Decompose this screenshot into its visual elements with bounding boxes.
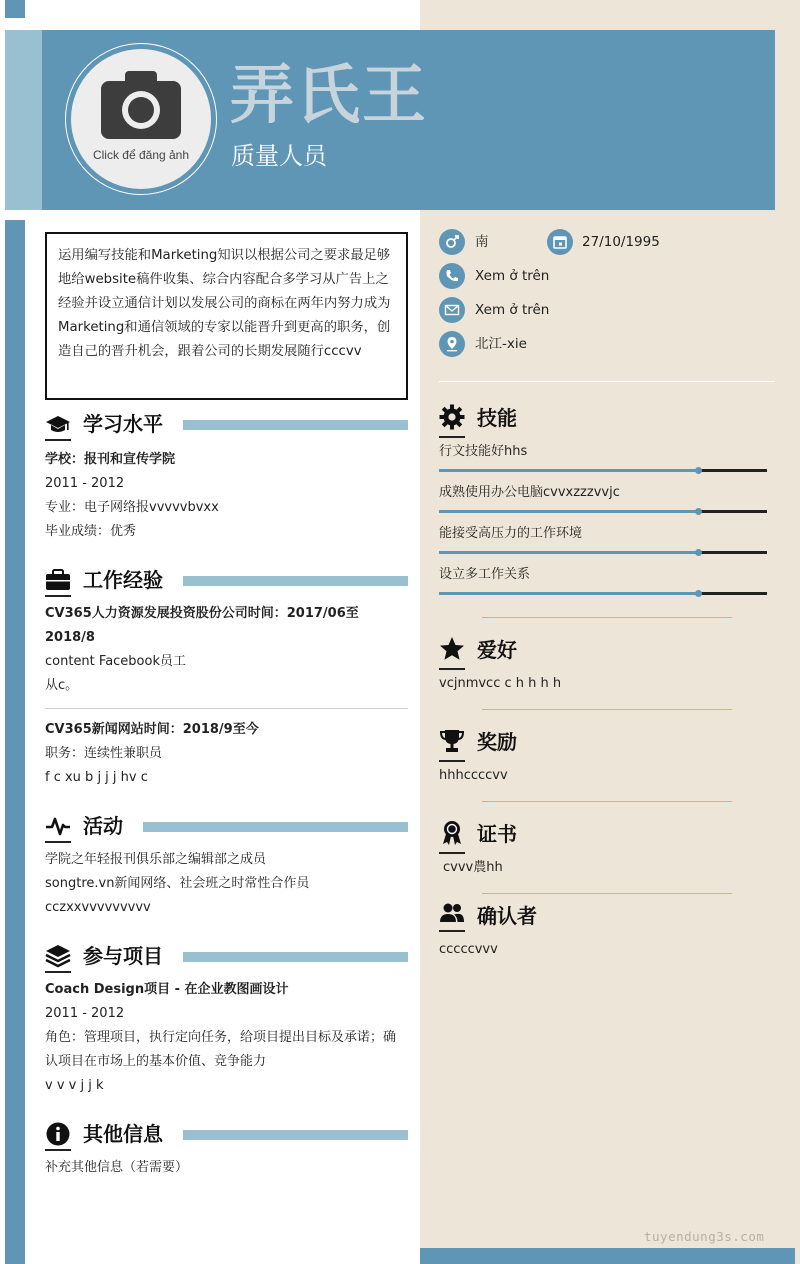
- birthday-value[interactable]: 27/10/1995: [582, 234, 660, 250]
- email-value[interactable]: Xem ở trên: [475, 302, 550, 318]
- section-hobbies-title: 爱好: [477, 638, 517, 662]
- star-icon: [439, 636, 465, 662]
- experience-detail[interactable]: 从c。: [45, 678, 79, 693]
- camera-icon: [101, 69, 181, 141]
- section-icon-underline: [439, 436, 465, 438]
- project-extra[interactable]: v v v j j k: [45, 1078, 104, 1093]
- location-pin-icon: [439, 331, 465, 357]
- left-accent-bar: [5, 220, 25, 1264]
- users-icon: [439, 902, 465, 928]
- section-experience-title: 工作经验: [83, 568, 163, 592]
- award-ribbon-icon: [439, 820, 465, 846]
- skill-bar-fill: [439, 551, 698, 554]
- section-icon-underline: [45, 595, 71, 597]
- section-awards-title: 奖励: [477, 730, 517, 754]
- references-text[interactable]: cccccvvv: [439, 942, 498, 957]
- divider: [482, 617, 732, 618]
- career-objective[interactable]: 运用编写技能和Marketing知识以根据公司之要求最足够地给website稿件收集、综合内容配合多学习从广告上之经验并设立通信计划以发展公司的商标在两年内努力成为Marketing和通信领域的专家以能晋升到更高的职务，创造自己的晋升机会，跟着公司的长期发展随行cccvv: [45, 232, 408, 400]
- other-info-text[interactable]: 补充其他信息（若需要）: [45, 1160, 189, 1175]
- email-icon: [439, 297, 465, 323]
- skill-bar-knob: [695, 508, 702, 515]
- calendar-icon: [547, 229, 573, 255]
- phone-icon: [439, 263, 465, 289]
- skill-bar: [439, 469, 767, 472]
- bottom-accent-bar: [420, 1248, 795, 1264]
- section-projects-header: [45, 942, 408, 972]
- gender-value[interactable]: 南: [475, 234, 489, 250]
- education-school[interactable]: 学校：报刊和宣传学院: [45, 452, 176, 467]
- section-icon-underline: [45, 1149, 71, 1151]
- section-decor-bar: [143, 822, 408, 832]
- experience-company[interactable]: CV365人力资源发展投资股份公司时间：2017/06至2018/8: [45, 606, 359, 645]
- gender-icon: [439, 229, 465, 255]
- section-icon-underline: [45, 971, 71, 973]
- layers-icon: [45, 944, 71, 968]
- skill-label[interactable]: 设立多工作关系: [439, 567, 531, 582]
- skill-bar-fill: [439, 592, 698, 595]
- section-education-header: [45, 410, 408, 440]
- project-role[interactable]: 角色：管理项目，执行定向任务，给项目提出目标及承诺；确认项目在市场上的基本价值、竞争能力: [45, 1030, 397, 1069]
- top-left-accent: [5, 0, 25, 18]
- header-light-stripe: [5, 30, 42, 210]
- divider: [482, 893, 732, 894]
- activity-line[interactable]: 学院之年轻报刊俱乐部之编辑部之成员: [45, 852, 267, 867]
- section-activities-header: [45, 812, 408, 842]
- experience-company[interactable]: CV365新闻网站时间：2018/9至今: [45, 722, 259, 737]
- header-banner: [5, 30, 775, 210]
- skill-bar: [439, 510, 767, 513]
- skill-bar: [439, 592, 767, 595]
- graduation-cap-icon: [45, 412, 71, 436]
- skill-bar-knob: [695, 590, 702, 597]
- section-experience-header: [45, 566, 408, 596]
- job-title[interactable]: 质量人员: [231, 142, 327, 170]
- section-icon-underline: [439, 852, 465, 854]
- avatar-upload[interactable]: [71, 49, 211, 189]
- activity-line[interactable]: cczxxvvvvvvvvv: [45, 900, 151, 915]
- skill-bar-fill: [439, 469, 698, 472]
- section-icon-underline: [45, 439, 71, 441]
- section-decor-bar: [183, 576, 408, 586]
- experience-detail[interactable]: 职务：连续性兼职员: [45, 746, 163, 761]
- watermark: tuyendung3s.com: [644, 1229, 765, 1244]
- section-decor-bar: [183, 420, 408, 430]
- section-decor-bar: [183, 952, 408, 962]
- avatar-upload-label: Click để đăng ảnh: [92, 148, 190, 162]
- section-references-title: 确认者: [477, 904, 537, 928]
- address-value[interactable]: 北江-xie: [475, 336, 527, 352]
- trophy-icon: [439, 728, 465, 754]
- section-other-header: [45, 1120, 408, 1150]
- education-years[interactable]: 2011 - 2012: [45, 476, 125, 491]
- section-other-title: 其他信息: [83, 1122, 163, 1146]
- section-icon-underline: [439, 760, 465, 762]
- skill-bar-knob: [695, 549, 702, 556]
- section-certificates-title: 证书: [477, 822, 517, 846]
- section-education-title: 学习水平: [83, 412, 163, 436]
- section-icon-underline: [439, 668, 465, 670]
- divider: [482, 709, 732, 710]
- divider: [439, 381, 775, 382]
- section-activities-title: 活动: [83, 814, 123, 838]
- experience-detail[interactable]: content Facebook员工: [45, 654, 186, 669]
- skill-bar: [439, 551, 767, 554]
- skill-label[interactable]: 行文技能好hhs: [439, 444, 528, 459]
- skill-bar-knob: [695, 467, 702, 474]
- section-skills-title: 技能: [477, 406, 517, 430]
- certificates-text[interactable]: cvvv農hh: [443, 860, 503, 875]
- divider: [482, 801, 732, 802]
- section-decor-bar: [183, 1130, 408, 1140]
- experience-detail[interactable]: f c xu b j j j hv c: [45, 770, 148, 785]
- project-name[interactable]: Coach Design项目 - 在企业教图画设计: [45, 982, 289, 997]
- education-grade[interactable]: 毕业成绩：优秀: [45, 524, 137, 539]
- hobbies-text[interactable]: vcjnmvcc c h h h h: [439, 676, 562, 691]
- phone-value[interactable]: Xem ở trên: [475, 268, 550, 284]
- skill-bar-fill: [439, 510, 698, 513]
- gear-icon: [439, 404, 465, 430]
- project-years[interactable]: 2011 - 2012: [45, 1006, 125, 1021]
- section-projects-title: 参与项目: [83, 944, 163, 968]
- skill-label[interactable]: 能接受高压力的工作环境: [439, 526, 583, 541]
- education-major[interactable]: 专业：电子网络报vvvvvbvxx: [45, 500, 219, 515]
- candidate-name[interactable]: 弄氏王: [230, 59, 428, 133]
- awards-text[interactable]: hhhccccvv: [439, 768, 508, 783]
- skill-label[interactable]: 成熟使用办公电脑cvvxzzzvvjc: [439, 485, 620, 500]
- activity-line[interactable]: songtre.vn新闻网络、社会班之时常性合作员: [45, 876, 310, 891]
- section-icon-underline: [439, 930, 465, 932]
- info-icon: [45, 1122, 71, 1146]
- divider: [45, 708, 408, 709]
- section-icon-underline: [45, 841, 71, 843]
- briefcase-icon: [45, 568, 71, 592]
- heartbeat-icon: [45, 814, 71, 838]
